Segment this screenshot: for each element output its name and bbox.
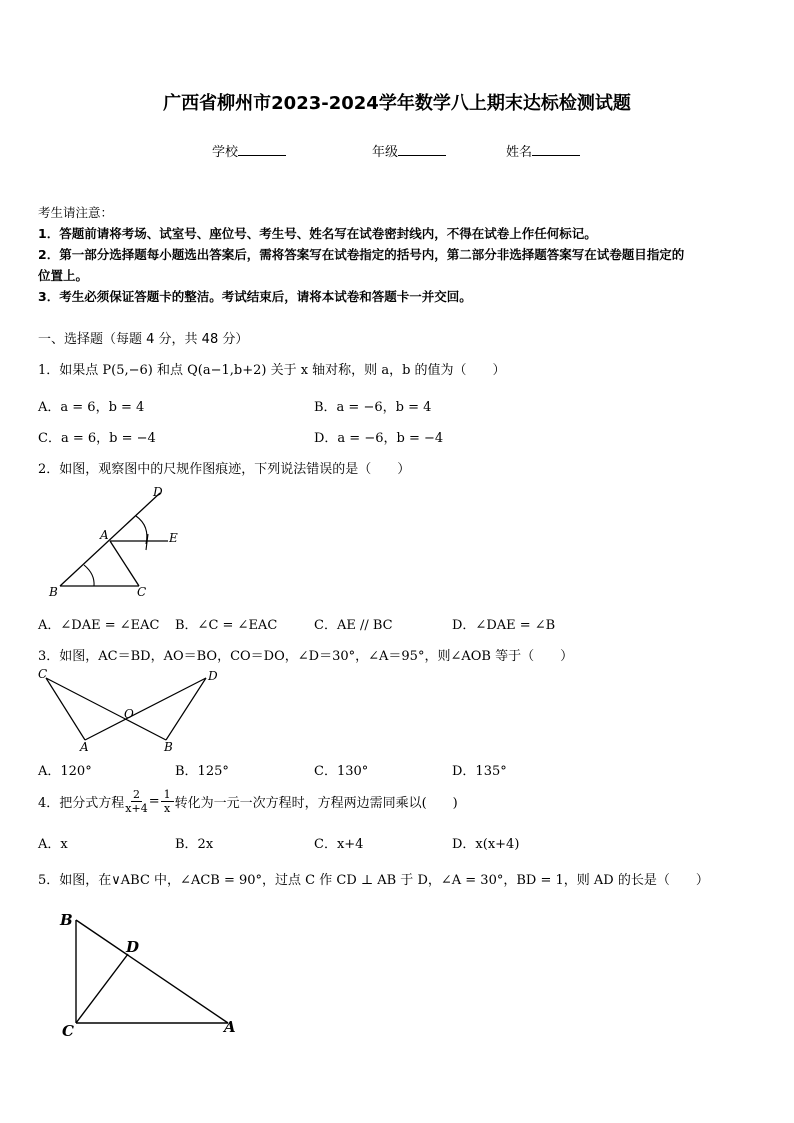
q2-label-b: B bbox=[49, 585, 58, 599]
q2-label-e: E bbox=[169, 531, 178, 545]
q2-label-a: A bbox=[100, 528, 109, 542]
q3-label-a: A bbox=[80, 740, 89, 754]
note-item: 位置上。 bbox=[38, 268, 89, 283]
section-heading: 一、选择题（每题 4 分，共 48 分） bbox=[38, 332, 249, 347]
q3-figure bbox=[36, 668, 226, 754]
q3-stem: 3．如图，AC＝BD，AO＝BO，CO＝DO，∠D＝30°，∠A＝95°，则∠AOB 等于（ ） bbox=[38, 649, 574, 664]
q4-equals: = bbox=[148, 794, 160, 809]
q5-label-b: B bbox=[60, 911, 73, 929]
q3-option-b[interactable]: B．125° bbox=[175, 764, 229, 779]
q1-option-d[interactable]: D．a = −6，b = −4 bbox=[314, 431, 444, 446]
q2-option-c[interactable]: C．AE // BC bbox=[314, 618, 393, 633]
q4-frac1-den: x+4 bbox=[125, 802, 148, 815]
q2-label-d: D bbox=[153, 485, 163, 499]
q5-stem: 5．如图，在∨ABC 中，∠ACB = 90°，过点 C 作 CD ⊥ AB 于 D，∠A = 30°，BD = 1，则 AD 的长是（ ） bbox=[38, 873, 709, 888]
note-item: 1．答题前请将考场、试室号、座位号、考生号、姓名写在试卷密封线内，不得在试卷上作任何标记。 bbox=[38, 226, 597, 241]
name-label: 姓名 bbox=[506, 145, 533, 160]
grade-field bbox=[372, 141, 446, 160]
q4-option-c[interactable]: C．x+4 bbox=[314, 837, 364, 852]
q4-option-b[interactable]: B．2x bbox=[175, 837, 214, 852]
school-label: 学校 bbox=[212, 145, 239, 160]
q4-fraction-2 bbox=[161, 788, 174, 815]
q1-option-b[interactable]: B．a = −6，b = 4 bbox=[314, 400, 432, 415]
q1-option-a[interactable]: A．a = 6，b = 4 bbox=[38, 400, 145, 415]
q3-label-o: O bbox=[124, 707, 134, 721]
q5-label-d: D bbox=[126, 938, 140, 956]
q3-label-c: C bbox=[38, 667, 48, 681]
q3-option-d[interactable]: D．135° bbox=[452, 764, 507, 779]
school-field bbox=[212, 141, 286, 160]
q3-label-d: D bbox=[208, 669, 218, 683]
q2-option-b[interactable]: B．∠C = ∠EAC bbox=[175, 618, 278, 633]
name-blank[interactable] bbox=[532, 143, 580, 156]
grade-label: 年级 bbox=[372, 145, 399, 160]
school-blank[interactable] bbox=[238, 143, 286, 156]
note-item: 3．考生必须保证答题卡的整洁。考试结束后，请将本试卷和答题卡一并交回。 bbox=[38, 289, 472, 304]
q3-label-b: B bbox=[164, 740, 173, 754]
q4-frac1-num: 2 bbox=[132, 788, 140, 801]
q2-label-c: C bbox=[137, 585, 147, 599]
q4-stem-prefix: 4．把分式方程 bbox=[38, 796, 125, 811]
q2-figure bbox=[40, 482, 200, 604]
q2-option-a[interactable]: A．∠DAE = ∠EAC bbox=[38, 618, 160, 633]
note-item: 2．第一部分选择题每小题选出答案后，需将答案写在试卷指定的括号内，第二部分非选择题答案写在试卷题目指定的 bbox=[38, 247, 685, 262]
q4-frac2-den: x bbox=[164, 802, 171, 815]
grade-blank[interactable] bbox=[398, 143, 446, 156]
q5-label-c: C bbox=[62, 1022, 74, 1040]
q4-stem bbox=[38, 788, 458, 815]
q1-stem: 1．如果点 P(5,−6) 和点 Q(a−1,b+2) 关于 x 轴对称，则 a，b 的值为（ ） bbox=[38, 363, 506, 378]
q2-option-d[interactable]: D．∠DAE = ∠B bbox=[452, 618, 556, 633]
q2-stem: 2．如图，观察图中的尺规作图痕迹，下列说法错误的是（ ） bbox=[38, 462, 411, 477]
q5-label-a: A bbox=[224, 1018, 236, 1036]
q4-fraction-1 bbox=[125, 788, 147, 815]
q5-figure bbox=[58, 908, 242, 1040]
q4-option-a[interactable]: A．x bbox=[38, 837, 68, 852]
page-title: 广西省柳州市2023-2024学年数学八上期末达标检测试题 bbox=[163, 93, 631, 114]
q3-option-a[interactable]: A．120° bbox=[38, 764, 92, 779]
q4-option-d[interactable]: D．x(x+4) bbox=[452, 837, 520, 852]
q3-option-c[interactable]: C．130° bbox=[314, 764, 369, 779]
q4-stem-suffix: 转化为一元一次方程时，方程两边需同乘以( ) bbox=[174, 796, 458, 811]
notes-heading: 考生请注意： bbox=[38, 205, 114, 220]
q4-frac2-num: 1 bbox=[161, 788, 174, 802]
q1-option-c[interactable]: C．a = 6，b = −4 bbox=[38, 431, 156, 446]
name-field bbox=[506, 141, 580, 160]
